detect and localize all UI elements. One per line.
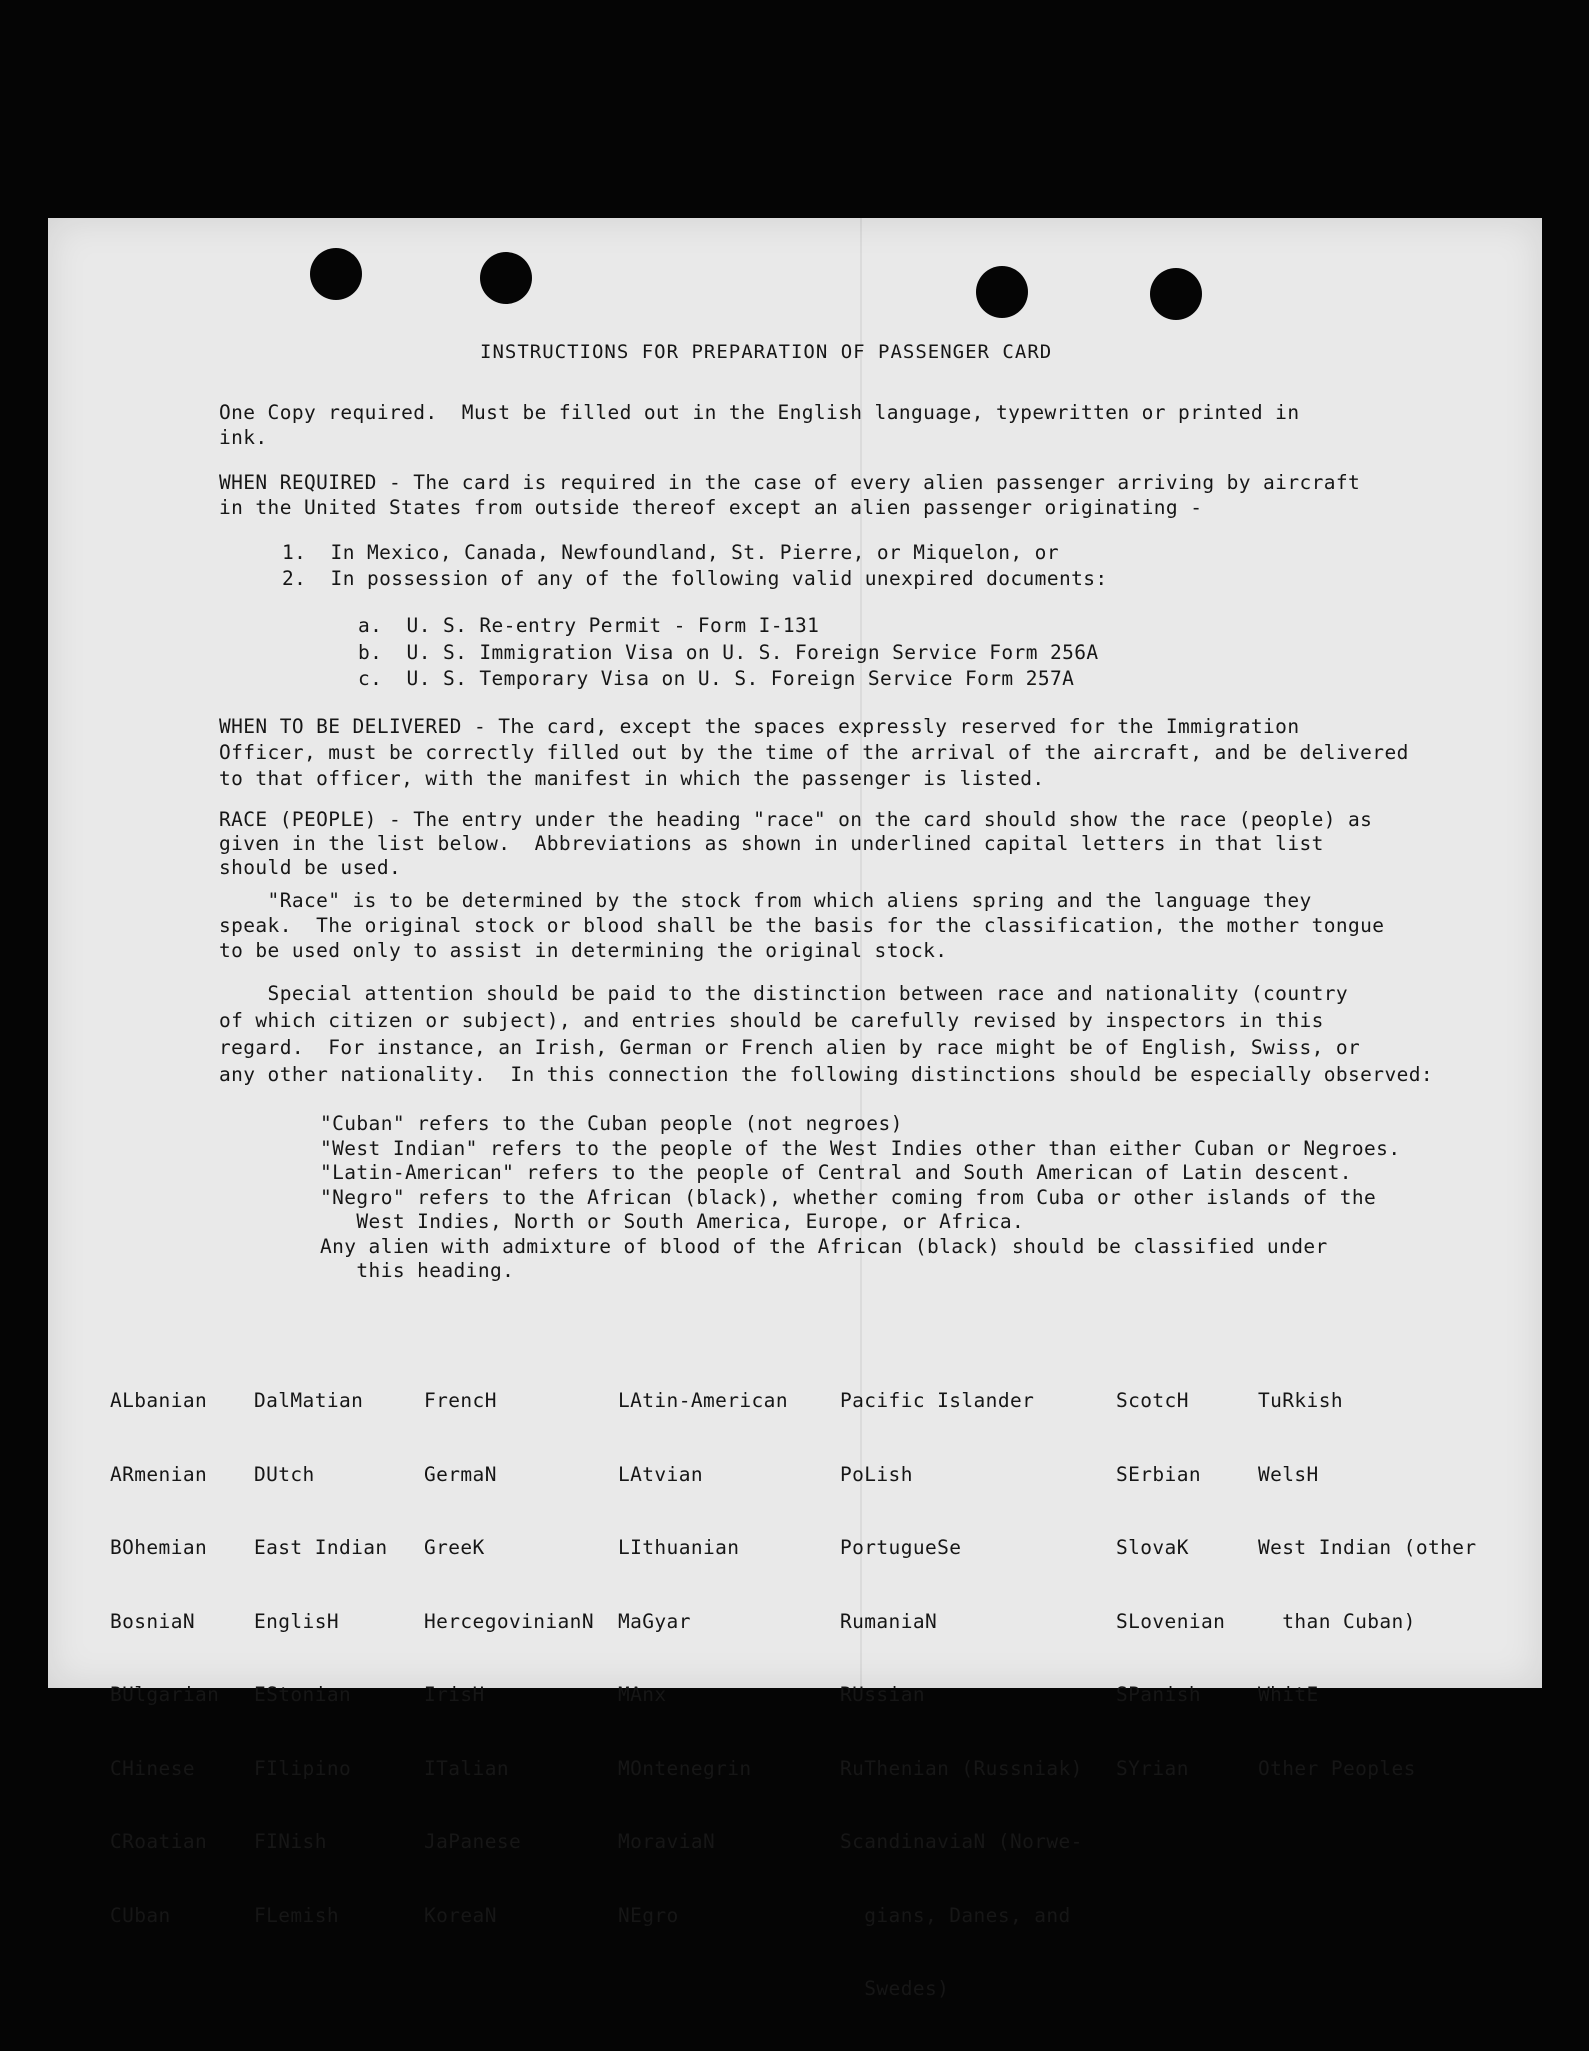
race-column-3 [424,1340,594,1977]
punch-hole-4 [1150,268,1202,320]
list-item: 1. In Mexico, Canada, Newfoundland, St. Pierre, or Miquelon, or [282,541,1059,564]
instruction-sheet [48,218,1542,2000]
race-entry: RUssian [840,1683,925,1706]
list-item: "West Indian" refers to the people of the West Indies other than either Cuban or Negroes. [320,1136,1401,1160]
documents-list [358,613,1099,693]
text-line: WHEN TO BE DELIVERED - The card, except the spaces expressly reserved for the Immigration [219,715,1300,738]
race-entry: LAtvian [618,1462,703,1486]
race-entry: FIlipino [254,1756,352,1780]
race-entry: BUlgarian [110,1683,220,1706]
text-line: given in the list below. Abbreviations as shown in underlined capital letters in that list [219,832,1324,855]
punch-hole-3 [976,266,1028,318]
race-entry: WhitE [1258,1683,1319,1706]
race-entry: NEgro [618,1903,679,1927]
race-entry: TuRkish [1258,1389,1343,1412]
race-entry: IrisH [424,1683,485,1706]
text-line: One Copy required. Must be filled out in the English language, typewritten or printed in [219,401,1300,424]
race-entry: ARmenian [110,1462,208,1486]
race-entry: MoraviaN [618,1830,716,1853]
race-entry: RuThenian (Russniak) [840,1756,1083,1780]
race-entry: ScotcH [1116,1389,1189,1412]
text-line: Officer, must be correctly filled out by the time of the arrival of the aircraft, and be delivered [219,741,1409,764]
race-entry: ALbanian [110,1389,208,1412]
race-entry: RumaniaN [840,1609,938,1633]
text-line: should be used. [219,856,402,879]
race-entry: West Indian (other [1258,1536,1477,1559]
when-delivered-paragraph [219,714,1409,792]
race-entry: HercegovinianN [424,1609,594,1633]
race-entry: Pacific Islander [840,1389,1035,1412]
race-entry: CHinese [110,1756,195,1780]
race-entry: Other Peoples [1258,1756,1416,1780]
text-line: any other nationality. In this connection the following distinctions should be especially observed: [219,1063,1433,1086]
list-item: a. U. S. Re-entry Permit - Form I-131 [358,614,820,637]
race-entry: PoLish [840,1462,913,1486]
race-entry: GreeK [424,1536,485,1559]
race-entry: MaGyar [618,1609,691,1633]
text-line: of which citizen or subject), and entries should be carefully revised by inspectors in this [219,1009,1324,1032]
race-entry: FINish [254,1830,327,1853]
list-item: this heading. [320,1259,515,1282]
text-line: to be used only to assist in determining the original stock. [219,939,948,962]
copy-paragraph [219,400,1299,450]
race-column-4 [618,1340,788,1977]
list-item: West Indies, North or South America, Europe, or Africa. [320,1210,1025,1233]
race-entry: DalMatian [254,1389,364,1412]
text-line: WHEN REQUIRED - The card is required in the case of every alien passenger arriving by aircraft [219,471,1361,494]
list-item: "Cuban" refers to the Cuban people (not negroes) [320,1112,903,1135]
race-entry: ITalian [424,1756,509,1780]
text-line: "Race" is to be determined by the stock from which aliens spring and the language they [219,889,1312,912]
race-entry: SLovenian [1116,1609,1226,1633]
race-entry: gians, Danes, and [840,1903,1071,1927]
race-entry: EStonian [254,1683,352,1706]
text-line: RACE (PEOPLE) - The entry under the heading "race" on the card should show the race (people) as [219,808,1373,831]
text-line: speak. The original stock or blood shall be the basis for the classification, the mother tongue [219,914,1385,937]
special-attention-paragraph [219,980,1433,1088]
race-entry: BOhemian [110,1536,208,1559]
race-entry: BosniaN [110,1609,195,1633]
race-column-6 [1116,1340,1225,1830]
list-item: "Latin-American" refers to the people of Central and South American of Latin descent. [320,1161,1352,1184]
text-line: ink. [219,426,268,449]
text-line: Special attention should be paid to the distinction between race and nationality (country [219,982,1349,1005]
race-entry: East Indian [254,1536,388,1559]
race-entry: SPanish [1116,1683,1201,1706]
race-entry: LAtin-American [618,1389,788,1412]
punch-hole-2 [480,252,532,304]
text-line: regard. For instance, an Irish, German or French alien by race might be of English, Swiss, or [219,1036,1361,1059]
text-line: to that officer, with the manifest in which the passenger is listed. [219,767,1045,790]
race-entry: PortugueSe [840,1536,962,1559]
text-line: in the United States from outside thereof except an alien passenger originating - [219,496,1203,519]
race-entry: CUban [110,1903,171,1927]
race-column-5 [840,1340,1083,2051]
numbered-list [282,540,1108,592]
race-entry: WelsH [1258,1462,1319,1486]
race-entry: FrencH [424,1389,497,1412]
race-entry: FLemish [254,1903,339,1927]
list-item: c. U. S. Temporary Visa on U. S. Foreign Service Form 257A [358,667,1075,690]
race-entry: than Cuban) [1258,1609,1416,1633]
race-entry: SlovaK [1116,1536,1189,1559]
list-item: Any alien with admixture of blood of the African (black) should be classified under [320,1234,1328,1258]
race-column-1 [110,1340,219,1977]
list-item: b. U. S. Immigration Visa on U. S. Foreign Service Form 256A [358,640,1099,664]
race-entry: LIthuanian [618,1536,740,1559]
race-definition-paragraph [219,888,1384,963]
race-entry: EnglisH [254,1609,339,1633]
punch-hole-1 [310,248,362,300]
distinctions-list [320,1112,1400,1284]
race-entry: CRoatian [110,1830,208,1853]
race-entry: GermaN [424,1462,497,1486]
list-item: "Negro" refers to the African (black), whether coming from Cuba or other islands of the [320,1185,1377,1209]
race-entry: SYrian [1116,1756,1189,1780]
list-item: 2. In possession of any of the following valid unexpired documents: [282,567,1108,590]
race-entry: DUtch [254,1462,315,1486]
race-entry: Swedes) [840,1977,950,2000]
when-required-paragraph [219,470,1360,520]
race-entry: MOntenegrin [618,1756,752,1780]
document-title: INSTRUCTIONS FOR PREPARATION OF PASSENGER CARD [480,341,1053,363]
race-column-2 [254,1340,388,1977]
race-entry: SErbian [1116,1462,1201,1486]
race-paragraph [219,808,1372,880]
race-entry: MAnx [618,1683,667,1706]
race-entry: JaPanese [424,1830,522,1853]
race-column-7 [1258,1340,1477,1830]
race-entry: KoreaN [424,1903,497,1927]
race-entry: ScandinaviaN (Norwe- [840,1830,1083,1853]
